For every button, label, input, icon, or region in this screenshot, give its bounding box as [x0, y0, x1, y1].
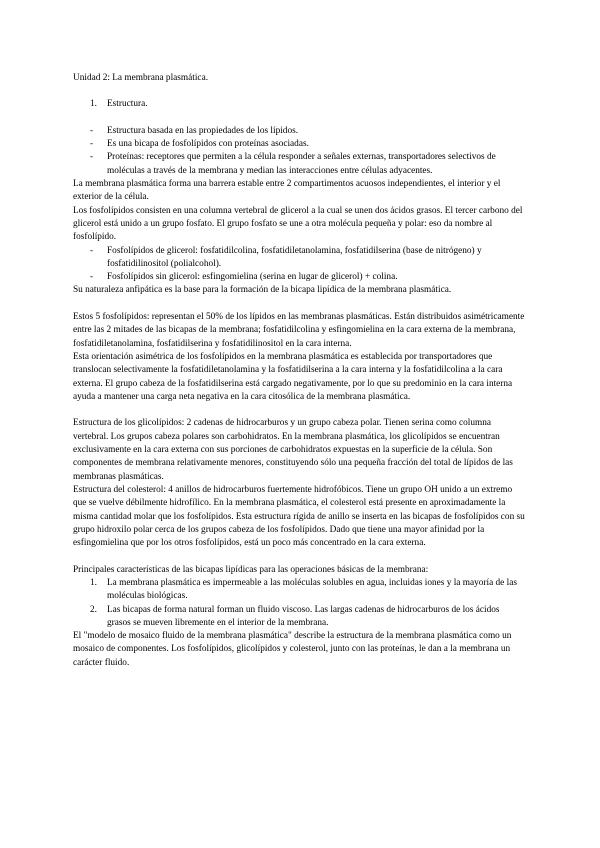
- list-item-text: Fosfolípidos de glicerol: fosfatidilcolina, fosfatidiletanolamina, fosfatidilserina (base de nitrógeno) y fosfatidilinositol (polialcohol).: [107, 245, 482, 269]
- list-item: [73, 271, 525, 284]
- paragraph: Los fosfolípidos consisten en una columna vertebral de glicerol a la cual se unen dos ácidos grasos. El tercer carbono del glicerol está unido a un grupo fosfato. El grupo fosfato se une a otra molécula pequeña y polar: eso da nombre al fosfolípido.: [73, 205, 523, 243]
- list-item-text: La membrana plasmática es impermeable a las moléculas solubles en agua, incluidas iones y la mayoría de las moléculas biológicas.: [107, 577, 517, 602]
- list-number: 1.: [90, 99, 97, 110]
- paragraph: Su naturaleza anfipática es la base para la formación de la bicapa lipídica de la membrana plasmática.: [73, 285, 452, 296]
- document-title: Unidad 2: La membrana plasmática.: [73, 73, 209, 83]
- dash-marker: -: [90, 272, 94, 283]
- list-item: [73, 138, 525, 151]
- list-number: 1.: [90, 577, 97, 588]
- list-item-text: Es una bicapa de fosfolípidos con proteínas asociadas.: [107, 139, 309, 150]
- list-item: [73, 245, 525, 272]
- dash-marker: -: [90, 139, 94, 150]
- list-item: [73, 604, 525, 631]
- list-item: [73, 125, 525, 138]
- paragraph: Estos 5 fosfolípidos: representan el 50% de los lípidos en las membranas plasmáticas. Están distribuidos asimétricamente entre las 2 mitades de las bicapas de la membrana; fosfatidilcolina y esfingomielina en la cara externa de la membrana, fosfatidiletanolamina, fosfatidilserina y fosfatidilinositol en la cara interna.: [73, 312, 525, 349]
- paragraph: Principales características de las bicapas lipídicas para las operaciones básicas de la membrana:: [73, 564, 429, 575]
- paragraph: Esta orientación asimétrica de los fosfolípidos en la membrana plasmática es establecida por transportadores que translocan selectivamente la fosfatidiletanolamina y la fosfatidilserina a la cara interna y la fosfatidilcolina a la cara externa. El grupo cabeza de la fosfatidilserina está cargado negativamente, por lo que su predominio en la cara interna ayuda a mantener una carga neta negativa en la cara citosólica de la membrana plasmática.: [73, 351, 513, 402]
- list-item-text: Estructura basada en las propiedades de los lípidos.: [107, 125, 299, 136]
- section-heading-estructura: [73, 98, 525, 111]
- dash-marker: -: [90, 125, 94, 136]
- paragraph: La membrana plasmática forma una barrera estable entre 2 compartimentos acuosos independientes, el interior y el exterior de la célula.: [73, 179, 501, 203]
- dash-marker: -: [90, 152, 94, 163]
- paragraph: El "modelo de mosaico fluido de la membrana plasmática" describe la estructura de la membrana plasmática como un mosaico de componentes. Los fosfolípidos, glicolípidos y colesterol, junto con las proteínas, le dan a la membrana un carácter fluido.: [73, 631, 512, 668]
- section-heading-text: Estructura.: [107, 99, 148, 110]
- list-item-text: Fosfolípidos sin glicerol: esfingomielina (serina en lugar de glicerol) + colina.: [107, 272, 398, 283]
- list-number: 2.: [90, 604, 97, 615]
- list-item: [73, 151, 525, 178]
- paragraph: Estructura de los glicolípidos: 2 cadenas de hidrocarburos y un grupo cabeza polar. Tienen serina como columna vertebral. Los grupos cabeza polares son carbohidratos. En la membrana plasmática, los glicolípidos se encuentran exclusivamente en la cara externa con sus porciones de carbohidratos expuestas en la superficie de la célula. Son componentes de membrana relativamente menores, constituyendo sólo una pequeña fracción del total de lípidos de las membranas plasmáticas.: [73, 418, 513, 482]
- document-page: [73, 72, 525, 670]
- list-item-text: Proteínas: receptores que permiten a la célula responder a señales externas, transportadores selectivos de moléculas a través de la membrana y median las interacciones entre células adyacentes.: [107, 152, 496, 176]
- list-item: [73, 577, 525, 604]
- paragraph: Estructura del colesterol: 4 anillos de hidrocarburos fuertemente hidrofóbicos. Tiene un grupo OH unido a un extremo que se vuelve débilmente hidrofílico. En la membrana plasmática, el colesterol está presente en aproximadamente la misma cantidad molar que los fosfolípidos. Esta estructura rígida de anillo se inserta en las bicapas de fosfolípidos con su grupo hidroxilo polar cerca de los grupos cabeza de los fosfolípidos. Dado que tiene una mayor afinidad por la esfingomielina que por los otros fosfolípidos, está un poco más concentrado en la cara externa.: [73, 484, 525, 549]
- dash-marker: -: [90, 245, 94, 256]
- list-item-text: Las bicapas de forma natural forman un fluido viscoso. Las largas cadenas de hidrocarburos de los ácidos grasos se mueven libremente en el interior de la membrana.: [107, 604, 500, 628]
